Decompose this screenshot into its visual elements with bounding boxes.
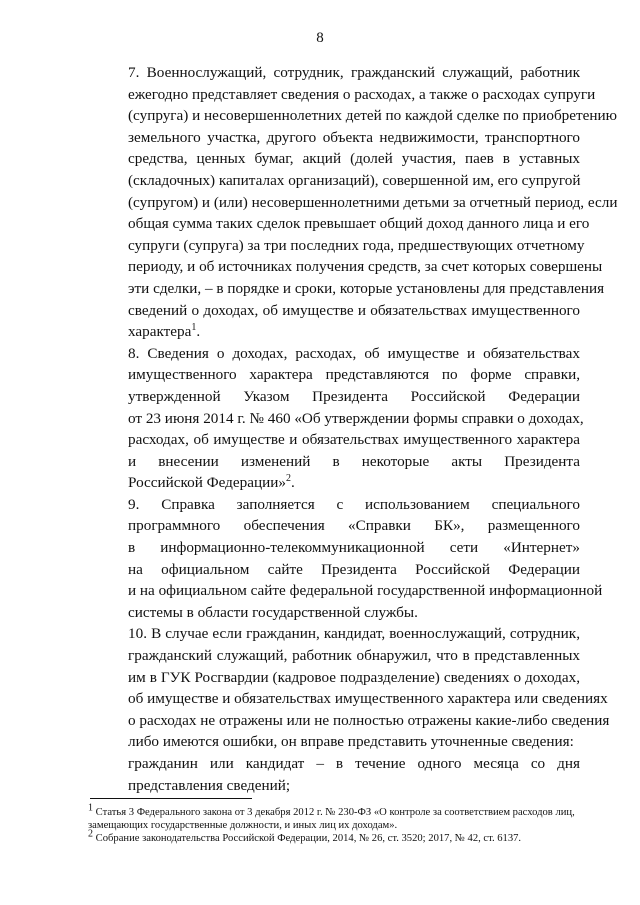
document-body [88, 62, 618, 796]
text-line: 10. В случае если гражданин, кандидат, военнослужащий, сотрудник, [128, 625, 580, 643]
text-line: гражданский служащий, работник обнаружил, что в представленных [128, 647, 580, 665]
text-line: средства, ценных бумаг, акций (долей участия, паев в уставных [128, 150, 580, 168]
text-line: сведений о доходах, об имуществе и обязательствах имущественного [128, 301, 580, 319]
text-line: им в ГУК Росгвардии (кадровое подразделение) сведениях о доходах, [128, 668, 580, 686]
text-tail: . [290, 474, 295, 492]
footnote-separator [90, 798, 252, 799]
text-line-content: системы в области государственной службы. [128, 603, 418, 621]
text-line: (складочных) капиталах организаций), совершенной им, его супругой [128, 171, 581, 189]
text-line: ежегодно представляет сведения о расходах, а также о расходах супруги [128, 85, 596, 103]
footnote [88, 802, 580, 832]
text-line-content: Российской Федерации» [128, 474, 286, 492]
text-line: утвержденной Указом Президента Российской Федерации [128, 387, 580, 405]
text-line-last [88, 602, 580, 624]
footnotes [88, 802, 580, 845]
text-line: периоду, и об источниках получения средств, за счет которых совершены [128, 258, 603, 276]
text-line: и на официальном сайте федеральной государственной информационной [128, 582, 603, 600]
text-line-last [88, 731, 580, 753]
paragraph [88, 343, 584, 494]
footnote-text: Статья 3 Федерального закона от 3 декабря 2012 г. № 230-ФЗ «О контроле за соответствием расходов лиц, замещающих государственные должности, и иных лиц их доходам». [88, 807, 575, 831]
text-line: от 23 июня 2014 г. № 460 «Об утверждении формы справки о доходах, [128, 409, 584, 427]
text-line: расходах, об имуществе и обязательствах имущественного характера [128, 431, 580, 449]
footnote-text: Собрание законодательства Российской Федерации, 2014, № 26, ст. 3520; 2017, № 42, ст. 6137. [93, 833, 522, 844]
text-line-content: характера [128, 323, 192, 341]
text-line: 9. Справка заполняется с использованием специального [128, 495, 580, 513]
text-line-last [88, 472, 580, 494]
text-line: и внесении изменений в некоторые акты Президента [128, 452, 580, 470]
text-line: (супругом) и (или) несовершеннолетними детьми за отчетный период, если [128, 193, 618, 211]
text-line: гражданин или кандидат – в течение одного месяца со дня [128, 755, 580, 772]
paragraph [88, 623, 610, 753]
text-line: программного обеспечения «Справки БК», размещенного [128, 517, 580, 535]
text-line: на официальном сайте Президента Российской Федерации [128, 560, 580, 578]
footnote-mark: 1 [88, 802, 93, 814]
footnote-reference[interactable]: 2 [285, 473, 291, 485]
text-line-last [88, 775, 580, 797]
text-line-content: либо имеются ошибки, он вправе представить уточненные сведения: [128, 733, 574, 751]
text-line: 7. Военнослужащий, сотрудник, гражданский служащий, работник [128, 64, 580, 81]
text-line: 8. Сведения о доходах, расходах, об имуществе и обязательствах [128, 344, 580, 362]
text-line: имущественного характера представляются по форме справки, [128, 366, 580, 384]
text-line: в информационно-телекоммуникационной сети «Интернет» [128, 539, 580, 557]
text-line-last [88, 321, 580, 343]
paragraph [88, 494, 603, 624]
text-line: об имуществе и обязательствах имущественного характера или сведениях [128, 690, 608, 708]
text-line: (супруга) и несовершеннолетних детей по каждой сделке по приобретению [128, 107, 617, 125]
text-line-content: представления сведений; [128, 776, 291, 794]
footnote-reference[interactable]: 1 [191, 322, 197, 334]
footnote-mark: 2 [88, 828, 93, 840]
text-line: земельного участка, другого объекта недвижимости, транспортного [128, 128, 580, 146]
text-line: общая сумма таких сделок превышает общий доход данного лица и его [128, 215, 590, 233]
page-number: 8 [316, 30, 324, 46]
text-line: эти сделки, – в порядке и сроки, которые установлены для представления [128, 279, 605, 297]
paragraph [88, 62, 618, 343]
text-tail: . [196, 323, 201, 341]
paragraph [88, 753, 580, 796]
text-line: о расходах не отражены или не полностью отражены какие-либо сведения [128, 711, 610, 729]
text-line: супруги (супруга) за три последних года, предшествующих отчетному [128, 236, 585, 254]
footnote [88, 828, 580, 845]
